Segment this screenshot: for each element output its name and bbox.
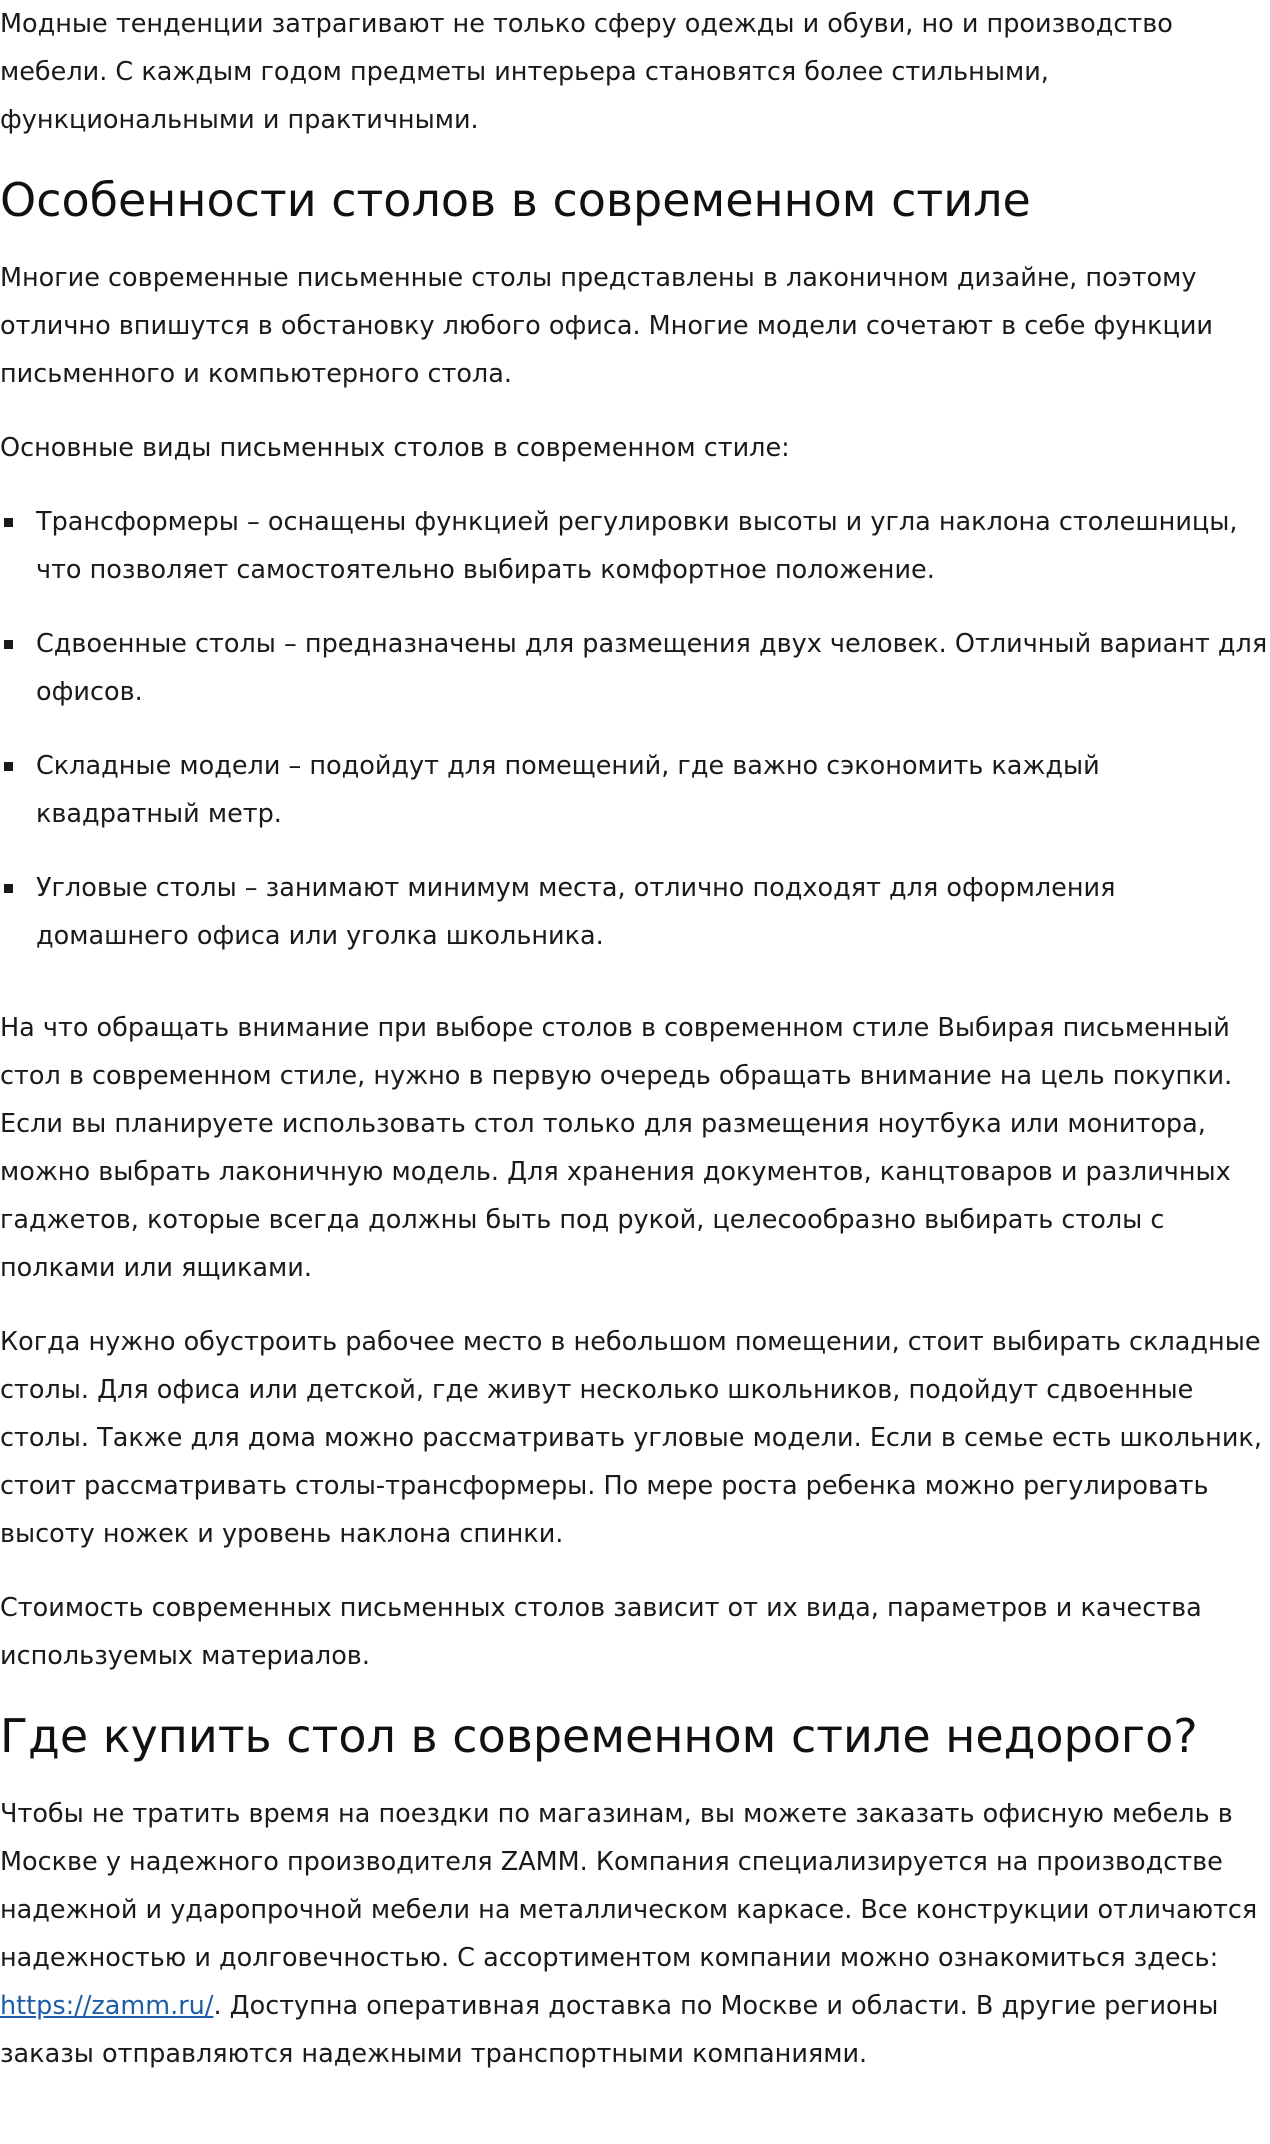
paragraph-small-rooms: Когда нужно обустроить рабочее место в небольшом помещении, стоит выбирать складные столы. Для офиса или детской, где живут несколько школьников, подойдут сдвоенные столы. Также для дома можно рассматривать угловые модели. Если в семье есть школьник, стоит рассматривать столы-трансформеры. По мере роста ребенка можно регулировать высоту ножек и уровень наклона спинки. bbox=[0, 1327, 1262, 1549]
paragraph-where-to-buy bbox=[0, 1790, 1270, 2078]
paragraph-cost: Стоимость современных письменных столов зависит от их вида, параметров и качества используемых материалов. bbox=[0, 1593, 1202, 1671]
list-item bbox=[0, 620, 1270, 716]
paragraph-text-before-link: Чтобы не тратить время на поездки по магазинам, вы можете заказать офисную мебель в Москве у надежного производителя ZAMM. Компания специализируется на производстве надежной и ударопрочной мебели на металлическом каркасе. Все конструкции отличаются надежностью и долговечностью. С ассортиментом компании можно ознакомиться здесь: bbox=[0, 1799, 1258, 1973]
list-item-text: Угловые столы – занимают минимум места, отлично подходят для оформления домашнего офиса или уголка школьника. bbox=[36, 873, 1116, 951]
section-heading-where-to-buy: Где купить стол в современном стиле недорого? bbox=[0, 1709, 1198, 1763]
list-item-text: Сдвоенные столы – предназначены для размещения двух человек. Отличный вариант для офисов. bbox=[36, 629, 1268, 707]
paragraph-choosing: На что обращать внимание при выборе столов в современном стиле Выбирая письменный стол в современном стиле, нужно в первую очередь обращать внимание на цель покупки. Если вы планируете использовать стол только для размещения ноутбука или монитора, можно выбрать лаконичную модель. Для хранения документов, канцтоваров и различных гаджетов, которые всегда должны быть под рукой, целесообразно выбирать столы с полками или ящиками. bbox=[0, 1013, 1233, 1283]
square-bullet-icon bbox=[4, 640, 13, 649]
paragraph-text-after-link: . Доступна оперативная доставка по Москве и области. В другие регионы заказы отправляются надежными транспортными компаниями. bbox=[0, 1991, 1219, 2069]
list-item bbox=[0, 742, 1270, 838]
square-bullet-icon bbox=[4, 884, 13, 893]
list-item bbox=[0, 864, 1270, 960]
square-bullet-icon bbox=[4, 518, 13, 527]
paragraph-types-intro: Основные виды письменных столов в современном стиле: bbox=[0, 433, 790, 463]
section-heading-modern-desks: Особенности столов в современном стиле bbox=[0, 173, 1031, 227]
square-bullet-icon bbox=[4, 762, 13, 771]
paragraph-design: Многие современные письменные столы представлены в лаконичном дизайне, поэтому отлично впишутся в обстановку любого офиса. Многие модели сочетают в себе функции письменного и компьютерного стола. bbox=[0, 263, 1213, 389]
list-item-text: Складные модели – подойдут для помещений, где важно сэкономить каждый квадратный метр. bbox=[36, 751, 1100, 829]
list-item-text: Трансформеры – оснащены функцией регулировки высоты и угла наклона столешницы, что позволяет самостоятельно выбирать комфортное положение. bbox=[36, 507, 1238, 585]
desk-types-list bbox=[0, 498, 1270, 960]
list-item bbox=[0, 498, 1270, 594]
intro-paragraph: Модные тенденции затрагивают не только сферу одежды и обуви, но и производство мебели. С каждым годом предметы интерьера становятся более стильными, функциональными и практичными. bbox=[0, 9, 1173, 135]
zamm-site-link[interactable]: https://zamm.ru/ bbox=[0, 1991, 214, 2021]
